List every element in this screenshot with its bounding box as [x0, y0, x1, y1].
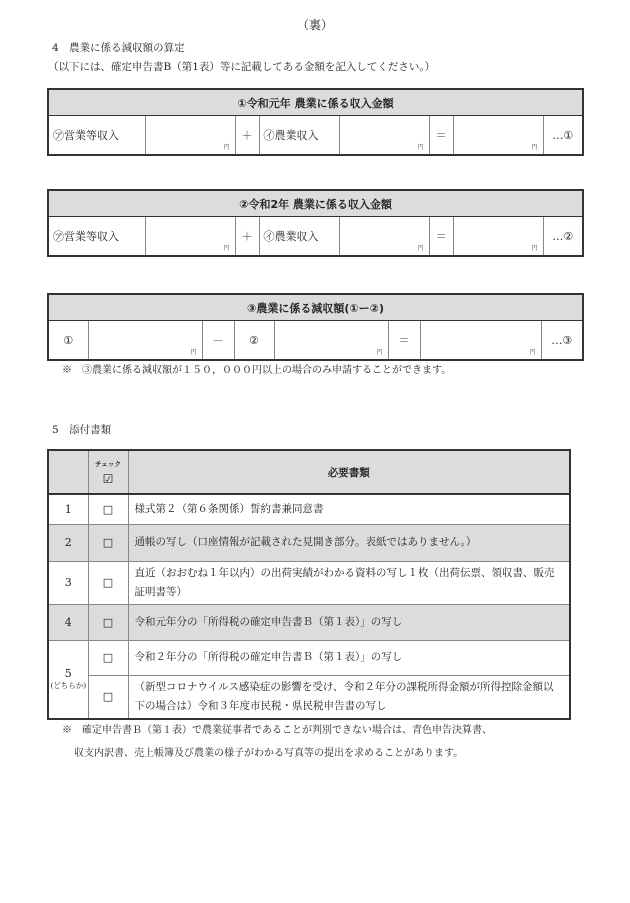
- attachment-row: [48, 494, 570, 524]
- total-income-input[interactable]: [453, 217, 543, 257]
- page-title: （裏）: [296, 18, 333, 32]
- row-number: 3: [48, 561, 88, 604]
- attachments-footnote-line1: ※ 確定申告書Ｂ（第１表）で農業従事者であることが判別できない場合は、青色申告決算書、: [62, 725, 492, 736]
- section4-title: 4 農業に係る減収額の算定: [52, 42, 185, 54]
- document-name: 令和２年分の「所得税の確定申告書Ｂ（第１表）」の写し: [128, 640, 570, 675]
- farm-income-input[interactable]: [339, 116, 429, 156]
- yen-unit: 円: [223, 245, 230, 252]
- row-number: 4: [48, 604, 88, 640]
- row-number: 5: [64, 667, 72, 680]
- row-number: 1: [48, 494, 88, 524]
- business-income-label: ㋐営業等収入: [48, 116, 145, 156]
- yen-unit: 円: [190, 349, 197, 356]
- business-income-input[interactable]: [145, 116, 235, 156]
- check-header-label: チェック: [95, 459, 121, 468]
- table-header: ③農業に係る減収額(①ー②): [48, 294, 583, 321]
- checkbox[interactable]: □: [88, 524, 128, 561]
- yen-unit: 円: [376, 349, 383, 356]
- farm-income-input[interactable]: [339, 217, 429, 257]
- equals-sign: ＝: [388, 321, 420, 361]
- ref-marker: …②: [543, 217, 583, 257]
- document-name: 令和元年分の「所得税の確定申告書Ｂ（第１表）」の写し: [128, 604, 570, 640]
- yen-unit: 円: [529, 349, 536, 356]
- business-income-input[interactable]: [145, 217, 235, 257]
- farm-income-label: ㋑農業収入: [259, 116, 339, 156]
- row-number-5: [48, 640, 88, 719]
- reduction-amount-input[interactable]: [420, 321, 541, 361]
- amount-2-input[interactable]: [274, 321, 388, 361]
- minus-sign: －: [202, 321, 234, 361]
- ref-2-label: ②: [234, 321, 274, 361]
- checkbox[interactable]: □: [88, 604, 128, 640]
- ref-marker: …③: [541, 321, 583, 361]
- yen-unit: 円: [531, 245, 538, 252]
- document-name: 直近（おおむね１年以内）の出荷実績がわかる資料の写し１枚（出荷伝票、領収書、販売証明書等）: [128, 561, 570, 604]
- ref-marker: …①: [543, 116, 583, 156]
- num-header: [48, 450, 88, 494]
- attachment-row: [48, 675, 570, 719]
- docs-header: 必要書類: [128, 450, 570, 494]
- checkbox-checked-icon: ☑: [102, 471, 114, 486]
- document-name: 様式第２（第６条関係）誓約書兼同意書: [128, 494, 570, 524]
- total-income-input[interactable]: [453, 116, 543, 156]
- table-header: ②令和2年 農業に係る収入金額: [48, 190, 583, 217]
- business-income-label: ㋐営業等収入: [48, 217, 145, 257]
- farm-income-label: ㋑農業収入: [259, 217, 339, 257]
- reduction-table: [47, 293, 584, 361]
- yen-unit: 円: [417, 144, 424, 151]
- amount-1-input[interactable]: [88, 321, 202, 361]
- document-name: （新型コロナウイルス感染症の影響を受け、令和２年分の課税所得金額が所得控除金額以下の場合は）令和３年度市民税・県民税申告書の写し: [128, 675, 570, 719]
- table-header: ①令和元年 農業に係る収入金額: [48, 89, 583, 116]
- either-note: (どちらか): [50, 681, 87, 690]
- check-header: [88, 450, 128, 494]
- row-number: 2: [48, 524, 88, 561]
- yen-unit: 円: [417, 245, 424, 252]
- attachment-row: [48, 524, 570, 561]
- income-table-r2: [47, 189, 584, 257]
- checkbox[interactable]: □: [88, 494, 128, 524]
- document-name: 通帳の写し（口座情報が記載された見開き部分。表紙ではありません。）: [128, 524, 570, 561]
- attachment-row: [48, 604, 570, 640]
- yen-unit: 円: [531, 144, 538, 151]
- income-table-r1: [47, 88, 584, 156]
- attachments-footnote-line2: 収支内訳書、売上帳簿及び農業の様子がわかる写真等の提出を求めることがあります。: [74, 748, 464, 759]
- equals-sign: ＝: [429, 116, 453, 156]
- yen-unit: 円: [223, 144, 230, 151]
- section5-title: 5 添付書類: [52, 424, 112, 436]
- attachment-row: [48, 561, 570, 604]
- equals-sign: ＝: [429, 217, 453, 257]
- plus-sign: ＋: [235, 217, 259, 257]
- checkbox[interactable]: □: [88, 675, 128, 719]
- plus-sign: ＋: [235, 116, 259, 156]
- checkbox[interactable]: □: [88, 640, 128, 675]
- reduction-footnote: ※ ③農業に係る減収額が１５０，０００円以上の場合のみ申請することができます。: [62, 365, 452, 376]
- attachments-table: [47, 449, 571, 720]
- section4-note: （以下には、確定申告書B（第1表）等に記載してある金額を記入してください。）: [48, 61, 436, 73]
- checkbox[interactable]: □: [88, 561, 128, 604]
- ref-1-label: ①: [48, 321, 88, 361]
- attachment-row: [48, 640, 570, 675]
